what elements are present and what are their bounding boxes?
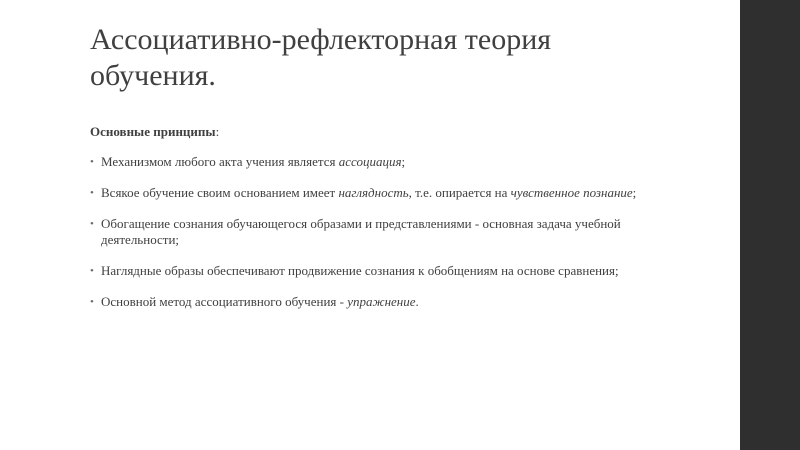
bullet-icon: • — [90, 296, 94, 308]
list-item — [90, 154, 650, 170]
bullet-icon: • — [90, 265, 94, 277]
slide-content — [90, 124, 650, 325]
bullet-emphasis: наглядность — [338, 185, 409, 200]
side-accent-bar — [740, 0, 800, 450]
bullet-text-end: ; — [401, 154, 406, 169]
bullet-emphasis: упражнение — [347, 294, 416, 309]
principles-heading — [90, 124, 650, 140]
principles-list — [90, 154, 650, 310]
list-item — [90, 216, 650, 248]
slide-title-line-2: обучения. — [90, 59, 216, 92]
list-item — [90, 294, 650, 310]
bullet-text: Механизмом любого акта учения является — [101, 154, 339, 169]
bullet-icon: • — [90, 187, 94, 199]
slide-title-line-1: Ассоциативно-рефлекторная теория — [90, 23, 552, 56]
bullet-emphasis: ассоциация — [338, 154, 402, 169]
principles-heading-colon: : — [215, 124, 220, 139]
bullet-text: Основной метод ассоциативного обучения - — [101, 294, 348, 309]
bullet-text-end: . — [415, 294, 419, 309]
slide-title — [90, 22, 690, 94]
bullet-text: Обогащение сознания обучающегося образами и представлениями - основная задача учебной деятельности; — [101, 216, 621, 247]
list-item — [90, 185, 650, 201]
bullet-icon: • — [90, 156, 94, 168]
bullet-text-end: ; — [632, 185, 637, 200]
bullet-text: Всякое обучение своим основанием имеет — [101, 185, 339, 200]
list-item — [90, 263, 650, 279]
bullet-icon: • — [90, 218, 94, 230]
bullet-text: Наглядные образы обеспечивают продвижение сознания к обобщениям на основе сравнения; — [101, 263, 619, 278]
principles-heading-bold: Основные принципы — [90, 124, 216, 139]
bullet-text-middle: , т.е. опирается на — [408, 185, 511, 200]
bullet-emphasis-2: чувственное познание — [510, 185, 633, 200]
